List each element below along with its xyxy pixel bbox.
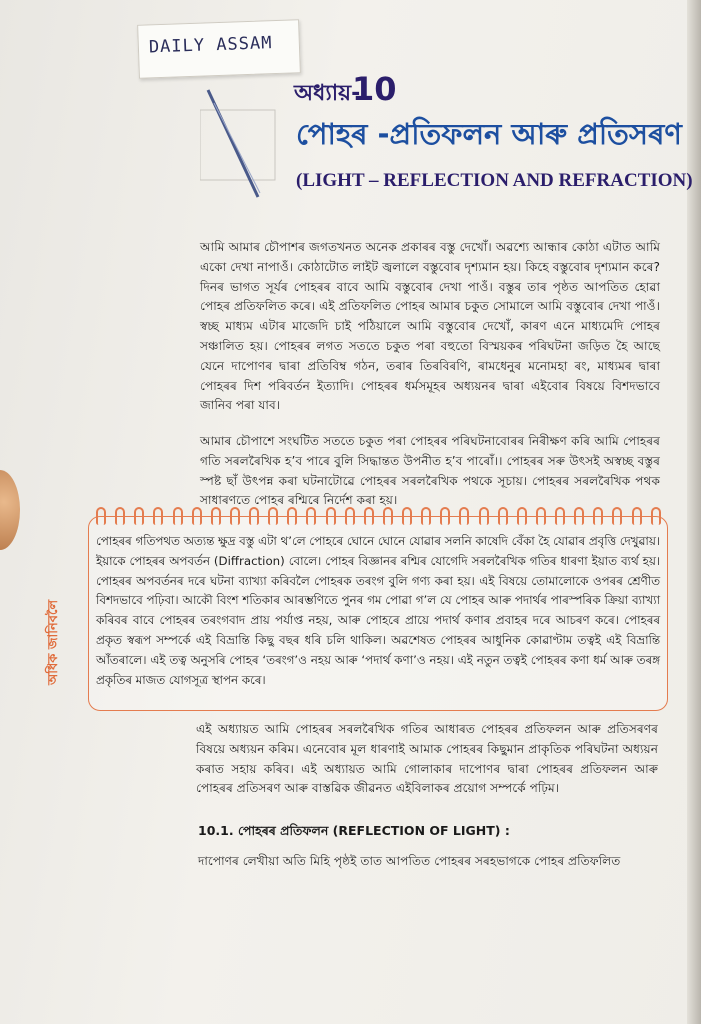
paragraph-2: আমাৰ চৌপাশে সংঘটিত সততে চকুত পৰা পোহৰৰ পৰিঘটনাবোৰৰ নিৰীক্ষণ কৰি আমি পোহৰৰ গতি সৰলৰৈখিক হ’ব পাৰে বুলি সিদ্ধান্তত উপনীত হ’ব পাৰোঁ।। পোহৰৰ সৰু উৎসই অস্বচ্ছ বস্তুৰ স্পষ্ট ছাঁ উৎপন্ন কৰা ঘটনাটোৱে পোহৰৰ সৰলৰৈখিক পথকে সূচায়। পোহৰৰ সৰলৰৈখিক পথক সাধাৰণতে পোহৰ ৰশ্মিৰে নিৰ্দেশ কৰা হয়।	[200, 434, 660, 508]
ring-icon	[402, 507, 412, 525]
ring-icon	[115, 507, 125, 525]
paragraph-4: দাপোণৰ লেখীয়া অতি মিহি পৃষ্ঠই তাত আপতিত পোহৰৰ সৰহভাগকে পোহৰ প্ৰতিফলিত	[198, 854, 621, 868]
ring-icon	[173, 507, 183, 525]
ring-icon	[326, 507, 336, 525]
page-edge	[687, 0, 701, 1024]
chapter-label: অধ্যায়-	[294, 81, 361, 106]
notebook-rings	[96, 507, 661, 527]
ring-icon	[230, 507, 240, 525]
ring-icon	[498, 507, 508, 525]
ring-icon	[192, 507, 202, 525]
sticker-text: DAILY ASSAM	[148, 33, 273, 58]
ring-icon	[96, 507, 106, 525]
ring-icon	[479, 507, 489, 525]
ring-icon	[459, 507, 469, 525]
ring-icon	[249, 507, 259, 525]
ring-icon	[345, 507, 355, 525]
paragraph-1: আমি আমাৰ চৌপাশৰ জগতখনত অনেক প্ৰকাৰৰ বস্তু দেখোঁ। অৱশ্যে আন্ধাৰ কোঠা এটাত আমি একো দেখা নাপাওঁ। কোঠাটোত লাইট জ্বলালে বস্তুবোৰ দৃশ্যমান হয়। কিহে বস্তুবোৰ দৃশ্যমান কৰে? দিনৰ ভাগত সূৰ্যৰ পোহৰৰ বাবে আমি বস্তুবোৰ দেখা পাওঁ। বস্তুৰ তাৰ পৃষ্ঠত আপতিত হোৱা পোহৰ প্ৰতিফলিত কৰে। এই প্ৰতিফলিত পোহৰ আমাৰ চকুত সোমালে আমি বস্তুবোৰ দেখা পাওঁ। স্বচ্ছ মাধ্যম এটাৰ মাজেদি চাই পঠিয়ালে আমি বস্তুবোৰ দেখোঁ, কাৰণ এনে মাধ্যমেদি পোহৰ সঞ্চালিত হয়। পোহৰৰ লগত সততে চকুত পৰা বহুতো বিস্ময়কৰ পৰিঘটনা জড়িত হৈ আছে যেনে দাপোণৰ দ্বাৰা প্ৰতিবিম্ব গঠন, তৰাৰ তিৰবিৰণি, ৰামধেনুৰ মনোমহা ৰং, মাধ্যমৰ দ্বাৰা পোহৰৰ দিশ পৰিবৰ্তন ইত্যাদি। পোহৰৰ ধৰ্মসমূহৰ অধ্যয়নৰ দ্বাৰা এইবোৰ বিষয়ে বিশদভাবে জানিব পৰা যাব।	[200, 240, 660, 413]
ring-icon	[593, 507, 603, 525]
section-heading: 10.1. পোহৰৰ প্ৰতিফলন (REFLECTION OF LIGHT) :	[198, 823, 510, 838]
ring-icon	[287, 507, 297, 525]
paragraph-3: এই অধ্যায়ত আমি পোহৰৰ সৰলৰৈখিক গতিৰ আধাৰত পোহৰৰ প্ৰতিফলন আৰু প্ৰতিসৰণৰ বিষয়ে অধ্যয়ন কৰিম। এনেবোৰ মূল ধাৰণাই আমাক পোহৰৰ কিছুমান প্ৰাকৃতিক পৰিঘটনা অধ্যয়ন কৰাত সহায় কৰিব। এই অধ্যায়ত আমি গোলাকাৰ দাপোণৰ দ্বাৰা পোহৰৰ প্ৰতিফলন আৰু পোহৰৰ প্ৰতিসৰণ আৰু বাস্তৱিক জীৱনত এইবিলাকৰ প্ৰয়োগ সম্পৰ্কে পঢ়িম।	[196, 722, 658, 796]
ring-icon	[364, 507, 374, 525]
ring-icon	[421, 507, 431, 525]
pen-illustration-icon	[200, 85, 280, 205]
box-side-label: অধিক জানিবলৈ	[46, 599, 61, 685]
ring-icon	[211, 507, 221, 525]
ring-icon	[612, 507, 622, 525]
ring-icon	[574, 507, 584, 525]
ring-icon	[632, 507, 642, 525]
ring-icon	[306, 507, 316, 525]
ring-icon	[268, 507, 278, 525]
chapter-number: 10	[352, 70, 397, 108]
ring-icon	[153, 507, 163, 525]
ring-icon	[651, 507, 661, 525]
ring-icon	[536, 507, 546, 525]
ring-icon	[134, 507, 144, 525]
ring-icon	[555, 507, 565, 525]
chapter-title-assamese: পোহৰ -প্ৰতিফলন আৰু প্ৰতিসৰণ	[296, 117, 682, 151]
info-box-text: পোহৰৰ গতিপথত অত্যন্ত ক্ষুদ্ৰ বস্তু এটা থ’লে পোহৰে ঘোনে ঘোনে যোৱাৰ সলনি কাষেদি বেঁকা হৈ যোৱাৰ প্ৰবৃত্তি দেখুৱায়। ইয়াকে পোহৰৰ অপবৰ্তন (Diffraction) বোলে। পোহৰ বিজ্ঞানৰ ৰশ্মিৰ যোগেদি সৰলৰৈখিক গতিৰ ধাৰণা ইয়াত ব্যৰ্থ হয়। পোহৰৰ অপবৰ্তনৰ দৰে ঘটনা ব্যাখ্যা কৰিবলৈ পোহৰক তৰংগ বুলি গণ্য কৰা হয়। এই বিষয়ে তোমালোকে ওপৰৰ শ্ৰেণীত বিশদভাবে পঢ়িবা। আকৌ বিংশ শতিকাৰ আৰম্ভণিতে পুনৰ গম পোৱা গ’ল যে পোহৰ আৰু পদাৰ্থৰ পাৰস্পৰিক ক্ৰিয়া ব্যাখ্যা কৰিবৰ বাবে পোহৰৰ তৰংগবাদ প্ৰায় পৰ্যাপ্ত নহয়, আৰু পোহৰে প্ৰায়ে পদাৰ্থ কণাৰ প্ৰবাহৰ দৰে আচৰণ কৰে। পোহৰৰ প্ৰকৃত স্বৰূপ সম্পৰ্কে এই বিভ্ৰান্তি কিছু বছৰ ধৰি চলি থাকিল। অৱশেষত পোহৰৰ আধুনিক কোৱাণ্টাম তত্বই এই বিভ্ৰান্তি আঁতৰালে। এই তত্ব অনুসৰি পোহৰ ‘তৰংগ’ও নহয় আৰু ‘পদাৰ্থ কণা’ও নহয়। এই নতুন তত্বই পোহৰৰ কণা ধৰ্ম আৰু তৰঙ্গ প্ৰকৃতিৰ মাজত যোগসূত্ৰ স্থাপন কৰে।	[96, 534, 660, 687]
ring-icon	[440, 507, 450, 525]
ring-icon	[383, 507, 393, 525]
chapter-title-english: (LIGHT – REFLECTION AND REFRACTION)	[296, 170, 693, 191]
handwritten-sticker	[137, 19, 301, 79]
ring-icon	[517, 507, 527, 525]
